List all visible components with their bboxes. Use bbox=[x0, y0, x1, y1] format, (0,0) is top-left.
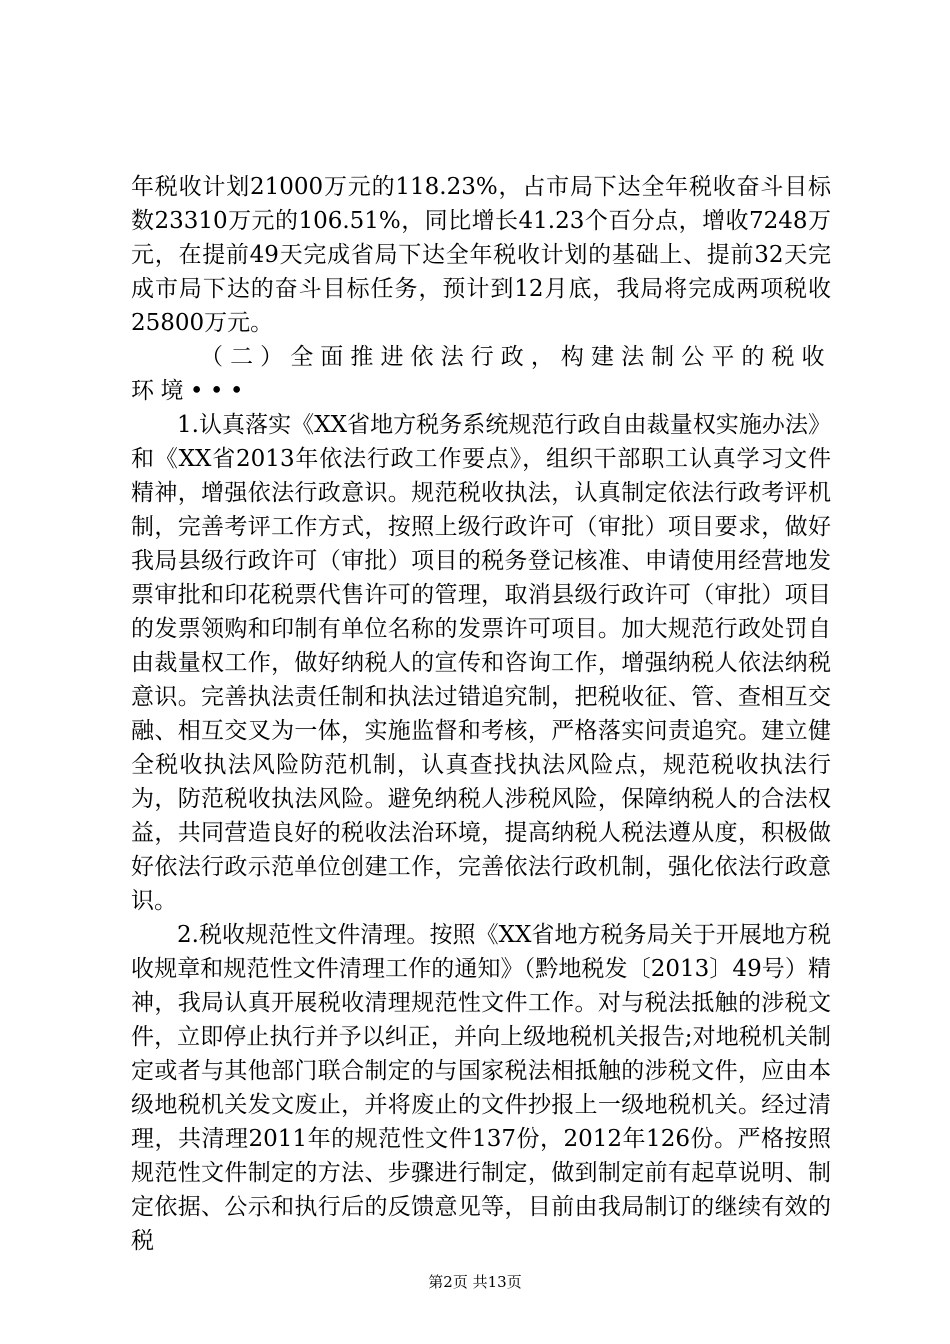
paragraph-revenue-summary: 年税收计划21000万元的118.23%，占市局下达全年税收奋斗目标数23310万元的106.51%，同比增长41.23个百分点，增收7248万元，在提前49天完成省局下达全年税收计划的基础上、提前32天完成市局下达的奋斗目标任务，预计到12月底，我局将完成两项税收25800万元。 bbox=[131, 174, 831, 336]
page-number-footer: 第2页 共13页 bbox=[428, 1273, 522, 1291]
paragraph-item-1: 1.认真落实《XX省地方税务系统规范行政自由裁量权实施办法》和《XX省2013年依法行政工作要点》，组织干部职工认真学习文件精神，增强依法行政意识。规范税收执法，认真制定依法行政考评机制，完善考评工作方式，按照上级行政许可（审批）项目要求，做好我局县级行政许可（审批）项目的税务登记核准、申请使用经营地发票审批和印花税票代售许可的管理，取消县级行政许可（审批）项目的发票领购和印制有单位名称的发票许可项目。加大规范行政处罚自由裁量权工作，做好纳税人的宣传和咨询工作，增强纳税人依法纳税意识。完善执法责任制和执法过错追究制，把税收征、管、查相互交融、相互交叉为一体，实施监督和考核，严格落实问责追究。建立健全税收执法风险防范机制，认真查找执法风险点，规范税收执法行为，防范税收执法风险。避免纳税人涉税风险，保障纳税人的合法权益，共同营造良好的税收法治环境，提高纳税人税法遵从度，积极做好依法行政示范单位创建工作，完善依法行政机制，强化依法行政意识。 bbox=[131, 412, 831, 914]
paragraph-item-2: 2.税收规范性文件清理。按照《XX省地方税务局关于开展地方税收规章和规范性文件清理工作的通知》（黔地税发〔2013〕49号）精神，我局认真开展税收清理规范性文件工作。对与税法抵触的涉税文件，立即停止执行并予以纠正，并向上级地税机关报告;对地税机关制定或者与其他部门联合制定的与国家税法相抵触的涉税文件，应由本级地税机关发文废止，并将废止的文件抄报上一级地税机关。经过清理，共清理2011年的规范性文件137份，2012年126份。严格按照规范性文件制定的方法、步骤进行制定，做到制定前有起草说明、制定依据、公示和执行后的反馈意见等，目前由我局制订的继续有效的税 bbox=[131, 922, 831, 1254]
document-body bbox=[131, 170, 831, 1258]
section-heading-rule-of-law: （二）全面推进依法行政，构建法制公平的税收环境••• bbox=[131, 344, 831, 404]
